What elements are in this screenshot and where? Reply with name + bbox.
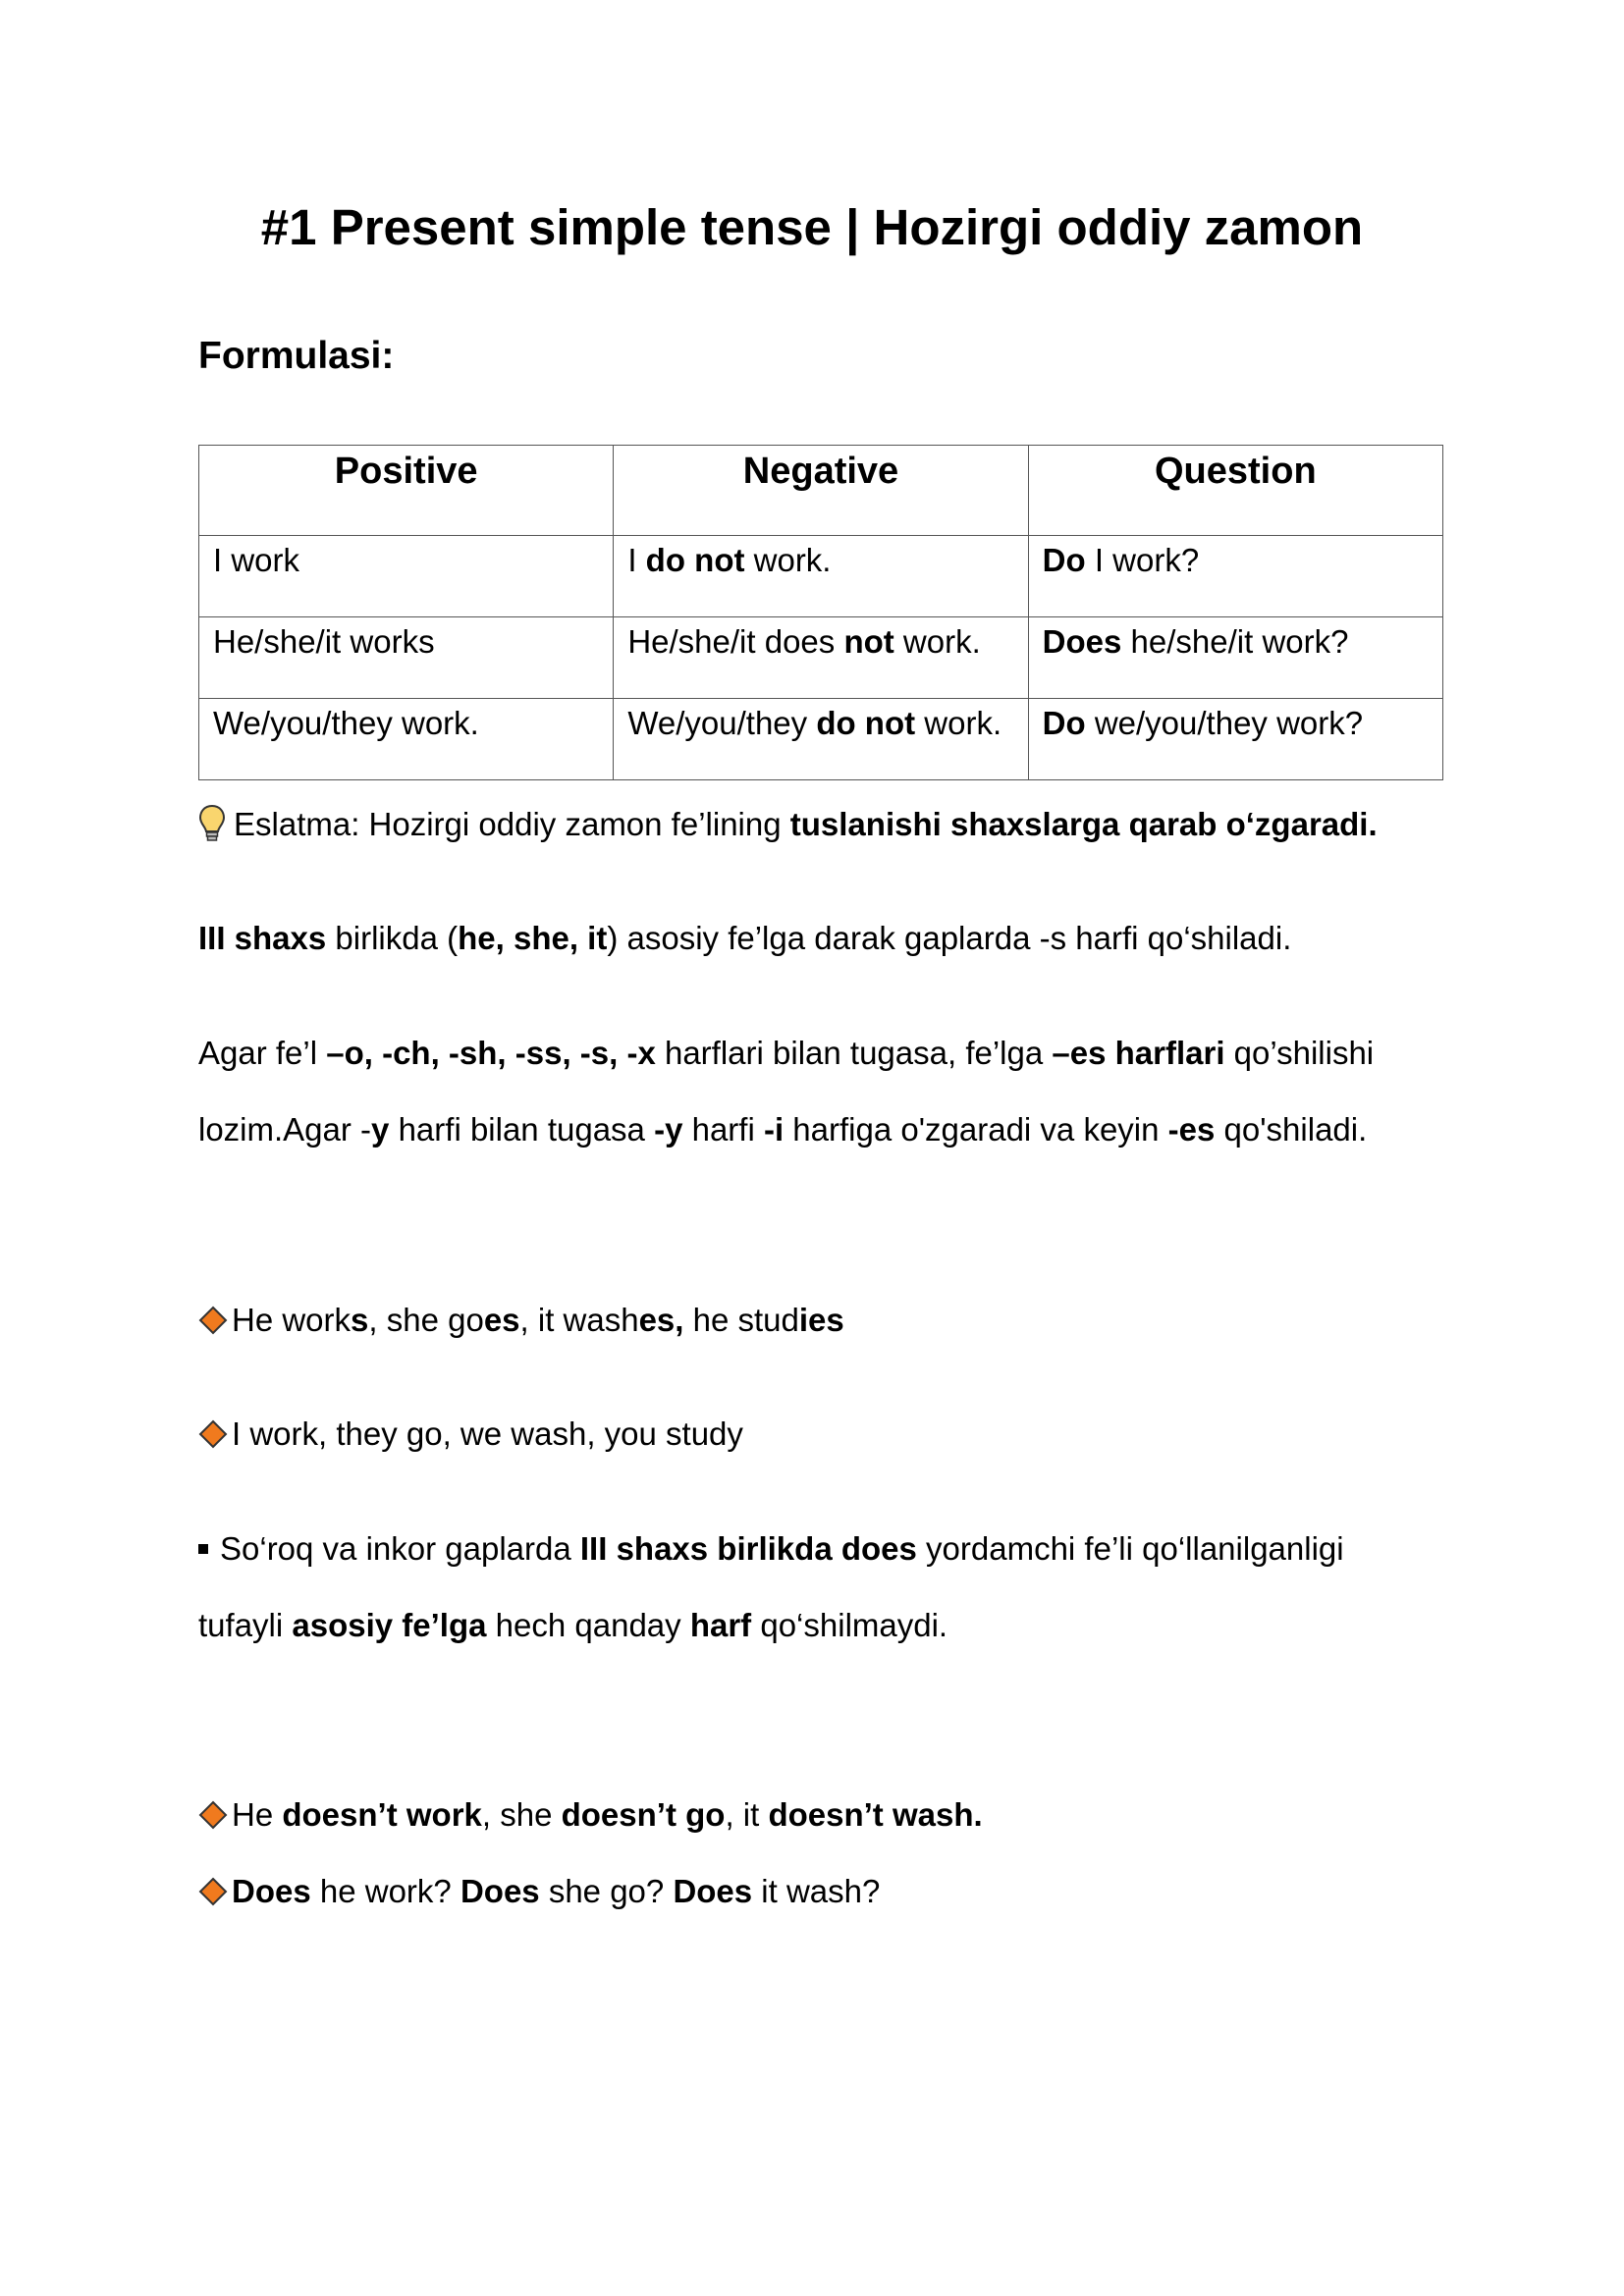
cell-negative: He/she/it does not work.	[614, 617, 1028, 699]
page-title: #1 Present simple tense | Hozirgi oddiy zamon	[260, 199, 1364, 255]
table-header-row	[199, 446, 1443, 536]
note-paragraph: Eslatma: Hozirgi oddiy zamon fe’lining tuslanishi shaxslarga qarab o‘zgaradi.	[198, 803, 1475, 846]
diamond-bullet-icon	[198, 1416, 228, 1446]
example-positive-third: He works, she goes, it washes, he studies	[198, 1299, 1475, 1342]
formula-heading: Formulasi:	[198, 335, 395, 377]
cell-negative: I do not work.	[614, 536, 1028, 617]
cell-question: Do we/you/they work?	[1028, 699, 1442, 780]
rule-third-person: III shaxs birlikda (he, she, it) asosiy fe’lga darak gaplarda -s harfi qo‘shiladi.	[198, 920, 1292, 956]
rule-es-line1: Agar fe’l –o, -ch, -sh, -ss, -s, -x harflari bilan tugasa, fe’lga –es harflari qo’shilishi	[198, 1035, 1375, 1071]
example-negative: He doesn’t work, she doesn’t go, it doesn’t wash.	[198, 1793, 1475, 1837]
cell-question: Do I work?	[1028, 536, 1442, 617]
rule-negative-line2: tufayli asosiy fe’lga hech qanday harf qo‘shilmaydi.	[198, 1607, 948, 1643]
table-row	[199, 536, 1443, 617]
cell-positive: We/you/they work.	[199, 699, 614, 780]
cell-question: Does he/she/it work?	[1028, 617, 1442, 699]
rule-negative-line1: So‘roq va inkor gaplarda III shaxs birlikda does yordamchi fe’li qo‘llanilganligi	[198, 1527, 1475, 1571]
rule-es-line2: lozim.Agar -y harfi bilan tugasa -y harfi -i harfiga o'zgaradi va keyin -es qo'shiladi.	[198, 1111, 1368, 1148]
cell-positive: He/she/it works	[199, 617, 614, 699]
cell-negative: We/you/they do not work.	[614, 699, 1028, 780]
diamond-bullet-icon	[198, 1303, 228, 1332]
example-positive-other: I work, they go, we wash, you study	[198, 1413, 1475, 1456]
example-question: Does he work? Does she go? Does it wash?	[198, 1870, 1475, 1913]
diamond-bullet-icon	[198, 1874, 228, 1903]
header-negative: Negative	[614, 446, 1028, 536]
lightbulb-icon	[198, 804, 226, 843]
table-row	[199, 617, 1443, 699]
header-positive: Positive	[199, 446, 614, 536]
header-question: Question	[1028, 446, 1442, 536]
formula-table	[198, 445, 1443, 780]
diamond-bullet-icon	[198, 1797, 228, 1827]
square-bullet-icon	[198, 1544, 208, 1554]
cell-positive: I work	[199, 536, 614, 617]
table-row	[199, 699, 1443, 780]
